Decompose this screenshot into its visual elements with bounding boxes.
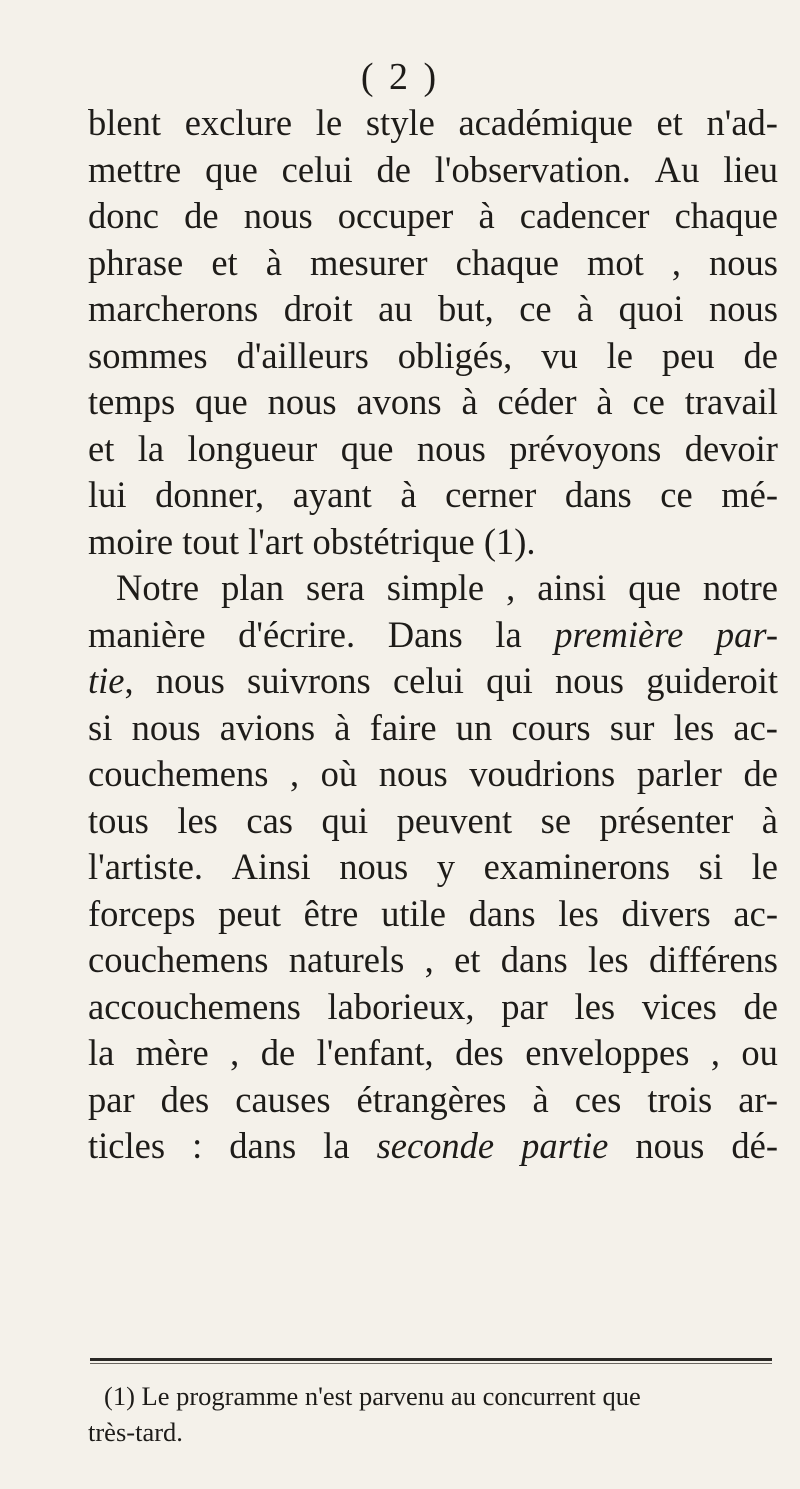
- word: de: [184, 195, 219, 236]
- word: à: [761, 799, 778, 841]
- word: mot: [586, 241, 644, 283]
- word: cas: [246, 799, 293, 841]
- word: le: [751, 846, 778, 887]
- word: naturels: [288, 939, 405, 980]
- word: d'ailleurs: [236, 334, 369, 376]
- text-line: [88, 426, 778, 473]
- word: par: [501, 985, 548, 1027]
- word: ,: [506, 567, 516, 608]
- word: ou: [741, 1032, 778, 1073]
- word: et: [454, 939, 481, 980]
- word: ac-: [733, 892, 778, 934]
- word: sommes: [88, 334, 208, 376]
- word: Au: [654, 148, 700, 190]
- word: céder: [497, 381, 577, 422]
- word: les: [558, 892, 599, 934]
- word: académique: [458, 102, 633, 143]
- text-line: [88, 519, 778, 566]
- word: lieu: [723, 148, 778, 190]
- word: lui: [88, 474, 127, 515]
- word: cours: [511, 706, 591, 748]
- text-line: [88, 240, 778, 287]
- word: chaque: [455, 241, 559, 283]
- text-line: [88, 1077, 778, 1124]
- word: ayant: [292, 474, 372, 515]
- word: qui: [321, 799, 369, 841]
- word: de: [260, 1032, 296, 1073]
- word: Ainsi: [231, 846, 311, 887]
- text-line: [88, 286, 778, 333]
- word: ac-: [733, 706, 778, 748]
- word: sur: [609, 706, 655, 748]
- word: ce: [519, 288, 552, 329]
- word: dans: [468, 892, 536, 934]
- word: voudrions: [469, 753, 616, 794]
- word: les: [177, 799, 218, 841]
- word: un: [455, 706, 493, 748]
- word: ,: [424, 939, 434, 980]
- word: parler: [636, 753, 722, 794]
- word: ,: [289, 753, 300, 794]
- word: droit: [283, 288, 353, 329]
- word: ce: [632, 381, 665, 422]
- word: couchemens: [88, 939, 269, 980]
- italic-text: première par-: [554, 613, 778, 655]
- word: laborieux,: [327, 985, 475, 1027]
- text-line: [88, 705, 778, 752]
- word: mesurer: [309, 241, 428, 283]
- text-line: [88, 1030, 778, 1077]
- text-line: [88, 472, 778, 519]
- text-line: [88, 937, 778, 984]
- word: à: [334, 706, 351, 748]
- word: obligés,: [397, 334, 513, 376]
- word: les: [574, 985, 616, 1027]
- word: à: [596, 381, 613, 422]
- word: ,: [710, 1032, 720, 1073]
- word: utile: [381, 892, 446, 934]
- word: enveloppes: [525, 1032, 690, 1073]
- word: mé-: [721, 474, 778, 515]
- word: donc: [88, 195, 159, 236]
- line-text: ticles : dans la seconde partie nous dé-: [88, 1125, 778, 1166]
- word: nous: [709, 288, 778, 329]
- word: avions: [219, 706, 316, 748]
- word: chaque: [674, 195, 778, 236]
- word: où: [320, 753, 358, 794]
- word: blent: [88, 102, 161, 143]
- text-line: [88, 984, 778, 1031]
- word: accouchemens: [88, 985, 301, 1027]
- footnote: [88, 1378, 778, 1450]
- word: et: [211, 241, 238, 283]
- word: occuper: [337, 195, 454, 236]
- word: de: [743, 334, 778, 376]
- word: y: [436, 846, 456, 887]
- text-line: [88, 658, 778, 705]
- word: Notre: [116, 567, 200, 608]
- word: de: [376, 148, 411, 190]
- footnote-rule-thin: [90, 1363, 772, 1364]
- footnote-line-1: (1) Le programme n'est parvenu au concurrent que: [104, 1381, 641, 1411]
- word: but,: [437, 288, 494, 329]
- line-text: manière d'écrire. Dans la première par-: [88, 613, 778, 655]
- word: nous: [708, 241, 778, 283]
- word: la: [88, 1032, 115, 1073]
- word: que: [195, 381, 248, 422]
- word: à: [478, 195, 495, 236]
- word: ce: [660, 474, 693, 515]
- italic-text: seconde partie: [376, 1125, 609, 1166]
- text-line: [88, 891, 778, 938]
- word: divers: [621, 892, 711, 934]
- word: cerner: [445, 474, 537, 515]
- word: ar-: [738, 1078, 778, 1120]
- word: l'artiste.: [88, 846, 204, 887]
- text-line: [88, 612, 778, 659]
- word: faire: [369, 706, 437, 748]
- word: plan: [221, 567, 284, 608]
- word: que: [628, 567, 681, 608]
- footnote-rule: [90, 1358, 772, 1361]
- word: par: [88, 1078, 135, 1120]
- text-line: [88, 147, 778, 194]
- word: nous: [243, 195, 313, 236]
- text-line: [88, 1123, 778, 1170]
- word: dans: [564, 474, 632, 515]
- word: causes: [235, 1078, 331, 1120]
- word: exclure: [184, 102, 293, 143]
- word: mettre: [88, 148, 182, 190]
- word: à: [265, 241, 282, 283]
- word: de: [743, 753, 778, 794]
- word: temps: [88, 381, 176, 422]
- word: ,: [230, 1032, 240, 1073]
- word: donner,: [155, 474, 265, 515]
- italic-text: tie: [88, 660, 125, 701]
- word: à: [532, 1078, 549, 1120]
- word: ces: [574, 1078, 622, 1120]
- word: avons: [356, 381, 442, 422]
- footnote-line-2: très-tard.: [88, 1417, 183, 1447]
- word: forceps: [88, 892, 196, 934]
- word: différens: [648, 939, 778, 980]
- word: couchemens: [88, 753, 269, 794]
- body-text: [88, 100, 778, 1170]
- word: vu: [541, 334, 578, 376]
- word: peut: [218, 892, 281, 934]
- word: trois: [647, 1078, 713, 1120]
- word: mère: [135, 1032, 209, 1073]
- word: nous: [378, 753, 448, 794]
- text-line: [88, 751, 778, 798]
- word: que: [340, 427, 394, 469]
- word: celui: [281, 148, 353, 190]
- word: ,: [671, 241, 681, 283]
- word: à: [577, 288, 594, 329]
- word: notre: [702, 567, 778, 608]
- word: travail: [684, 381, 778, 422]
- word: que: [205, 148, 258, 190]
- word: le: [606, 334, 633, 376]
- word: phrase: [88, 241, 184, 283]
- text-line: [88, 333, 778, 380]
- word: se: [540, 799, 572, 841]
- word: si: [698, 846, 724, 887]
- word: au: [378, 288, 413, 329]
- word: la: [137, 427, 165, 469]
- word: à: [400, 474, 417, 515]
- word: nous: [416, 427, 486, 469]
- word: ainsi: [537, 567, 607, 608]
- word: quoi: [618, 288, 684, 329]
- word: l'enfant,: [316, 1032, 434, 1073]
- word: devoir: [684, 427, 778, 469]
- line-text: tie, nous suivrons celui qui nous guideroit: [88, 660, 778, 701]
- word: longueur: [187, 427, 318, 469]
- text-line: [88, 100, 778, 147]
- word: les: [673, 706, 715, 748]
- text-line: [88, 798, 778, 845]
- word: sera: [305, 567, 365, 608]
- word: à: [461, 381, 478, 422]
- word: peu: [661, 334, 715, 376]
- word: étrangères: [356, 1078, 507, 1120]
- word: style: [365, 102, 435, 143]
- word: des: [160, 1078, 210, 1120]
- word: vices: [641, 985, 717, 1027]
- word: présenter: [599, 799, 734, 841]
- word: et: [88, 427, 115, 469]
- word: simple: [386, 567, 485, 608]
- word: des: [455, 1032, 504, 1073]
- word: n'ad-: [706, 102, 778, 143]
- text-line: [88, 193, 778, 240]
- line-text: moire tout l'art obstétrique (1).: [88, 520, 536, 562]
- word: et: [656, 102, 683, 143]
- text-line: [88, 844, 778, 891]
- text-line: [88, 379, 778, 426]
- word: de: [743, 985, 778, 1027]
- word: nous: [339, 846, 409, 887]
- word: nous: [267, 381, 337, 422]
- word: l'observation.: [434, 148, 631, 190]
- word: être: [303, 892, 359, 934]
- word: marcherons: [88, 288, 259, 329]
- word: dans: [500, 939, 568, 980]
- word: prévoyons: [509, 427, 662, 469]
- word: si: [88, 706, 113, 748]
- word: tous: [88, 799, 149, 841]
- word: cadencer: [519, 195, 650, 236]
- word: les: [588, 939, 629, 980]
- word: examinerons: [483, 846, 671, 887]
- text-line: [88, 565, 778, 612]
- word: nous: [131, 706, 201, 748]
- word: peuvent: [396, 799, 513, 841]
- page-number: ( 2 ): [360, 56, 440, 98]
- word: le: [315, 102, 343, 143]
